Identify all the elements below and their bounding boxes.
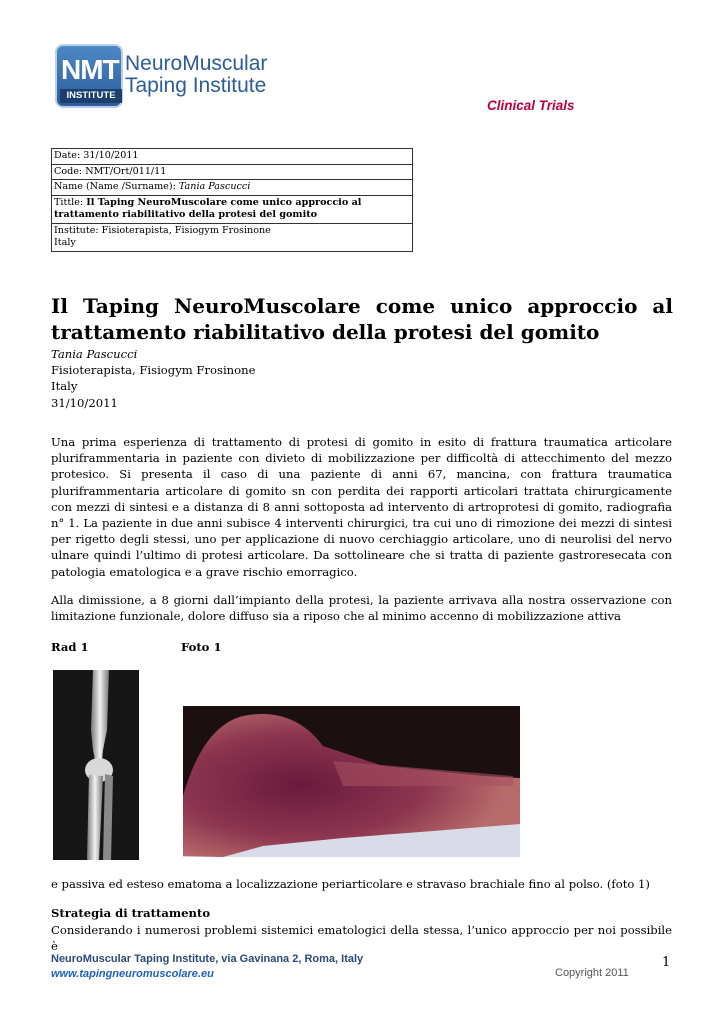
footer-copyright: Copyright 2011 xyxy=(555,967,629,979)
logo-line2: Taping Institute xyxy=(125,74,267,97)
info-code: Code: NMT/Ort/011/11 xyxy=(52,164,413,180)
article-title xyxy=(51,293,673,345)
info-country: Italy xyxy=(54,237,76,248)
info-institute: Institute: Fisioterapista, Fisiogym Frosinone Italy xyxy=(52,223,413,251)
info-title: Tittle: Il Taping NeuroMuscolare come unico approccio al trattamento riabilitativo della protesi del gomito xyxy=(52,195,413,223)
paragraph-discharge: Alla dimissione, a 8 giorni dall’impianto della protesi, la paziente arrivava alla nostra osservazione con limitazione funzionale, dolore diffuso sia a riposo che al minimo accenno di mobilizzazione attiva xyxy=(51,593,672,624)
arm-photo xyxy=(183,706,520,857)
info-table xyxy=(51,148,413,252)
rad-label: Rad 1 xyxy=(51,640,89,654)
footer-website-link[interactable]: www.tapingneuromuscolare.eu xyxy=(51,968,214,980)
paragraph-intro: Una prima esperienza di trattamento di protesi di gomito in esito di frattura traumatica articolare pluriframmentaria in paziente con divieto di mobilizzazione per difficoltà di attecchimento del mezzo protesico. Si presenta il caso di una paziente di anni 67, mancina, con frattura traumatica pluriframmentaria articolare di gomito sn con perdita dei rapporti articolari trattata chirurgicamente con mezzi di sintesi e a distanza di 8 anni sottoposta ad intervento di artroprotesi di gomito, radiografia n° 1. La paziente in due anni subisce 4 interventi chirurgici, tra cui uno di rimozione dei mezzi di sintesi per rigetto degli stessi, uno per applicazione di nuovo cerchiaggio articolare, uno di neurolisi del nervo ulnare quindi l’ultimo di protesi articolare. Da sottolineare che si tratta di paziente gastroresecata con patologia ematologica e a grave rischio emorragico. xyxy=(51,435,672,579)
author-country: Italy xyxy=(51,379,78,394)
author-name: Tania Pascucci xyxy=(51,347,138,361)
info-name-value: Tania Pascucci xyxy=(178,181,251,192)
article-date: 31/10/2011 xyxy=(51,395,118,410)
logo-line1: NeuroMuscular xyxy=(125,52,268,75)
foto-label: Foto 1 xyxy=(181,640,222,654)
paragraph-hematoma: e passiva ed esteso ematoma a localizzazione periarticolare e stravaso brachiale fino al polso. (foto 1) xyxy=(51,877,650,891)
institute-logo xyxy=(55,44,295,112)
article-meta xyxy=(51,346,255,411)
strategy-heading: Strategia di trattamento xyxy=(51,906,211,920)
title-line2: trattamento riabilitativo della protesi del gomito xyxy=(51,320,600,344)
logo-badge xyxy=(55,44,123,108)
info-date: Date: 31/10/2011 xyxy=(52,149,413,165)
title-line1: Il Taping NeuroMuscolare come unico approccio al xyxy=(51,294,673,318)
logo-abbr: NMT xyxy=(61,54,119,85)
info-title-value: Il Taping NeuroMuscolare come unico approccio al trattamento riabilitativo della protesi del gomito xyxy=(54,196,362,220)
logo-sub: INSTITUTE xyxy=(60,89,122,103)
xray-image xyxy=(53,670,139,860)
page-number: 1 xyxy=(662,955,671,970)
section-label: Clinical Trials xyxy=(487,98,575,113)
author-affiliation: Fisioterapista, Fisiogym Frosinone xyxy=(51,363,256,378)
info-name: Name (Name /Surname): Tania Pascucci xyxy=(52,180,413,196)
paragraph-strategy: Considerando i numerosi problemi sistemici ematologici della stessa, l’unico approccio per noi possibile è xyxy=(51,923,672,954)
footer-address: NeuroMuscular Taping Institute, via Gavinana 2, Roma, Italy xyxy=(51,953,364,965)
